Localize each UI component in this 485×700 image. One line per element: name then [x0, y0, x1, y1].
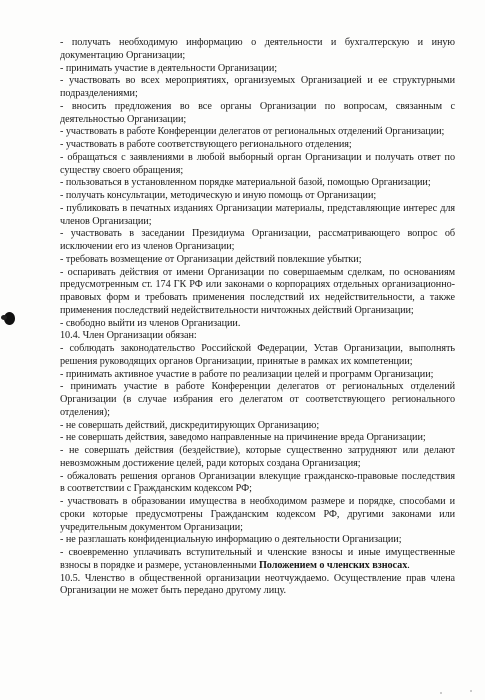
text-line — [60, 254, 455, 267]
text-line-content: 10.5. Членство в общественной организации неотчуждаемо. Осуществление прав члена — [60, 572, 455, 584]
text-line — [60, 241, 455, 254]
text-line-content: подразделениями; — [60, 88, 138, 99]
text-line — [60, 190, 455, 203]
text-line — [60, 75, 455, 88]
text-line-content: - не разглашать конфиденциальную информацию о деятельности Организации; — [60, 534, 402, 546]
text-line-content: правовых форм и требовать применения последствий их недействительности, а также — [60, 292, 455, 303]
text-line — [60, 496, 455, 509]
text-line — [60, 585, 455, 598]
text-line — [60, 279, 455, 292]
text-line-content: - обращаться с заявлениями в любой выборный орган Организации и получать ответ по — [60, 151, 455, 163]
text-line-content: решения руководящих органов Организации, принятые в рамках их компетенции; — [60, 355, 413, 367]
text-line-content: - пользоваться в установленном порядке материальной базой, помощью Организации; — [60, 177, 431, 189]
text-line-content: существу своего обращения; — [60, 164, 184, 176]
text-line — [60, 458, 455, 471]
text-line — [60, 330, 455, 343]
text-line-content: - участвовать в работе Конференции делегатов от региональных отделений Организации; — [60, 126, 445, 138]
text-line-content: Организации не может быть передано другому лицу. — [60, 585, 287, 597]
text-line-content: невозможным достижение целей, ради которых создана Организация; — [60, 457, 361, 469]
text-line — [60, 573, 455, 586]
text-line — [60, 126, 455, 139]
text-line-content: - своевременно уплачивать вступительный и членские взносы и иные имущественные — [60, 547, 455, 558]
text-line-content: - участвовать во всех мероприятиях, организуемых Организацией и ее структурными — [60, 75, 455, 87]
text-line-content: применения последствий недействительности ничтожных действий Организации; — [60, 304, 414, 316]
text-line — [60, 394, 455, 407]
text-line — [60, 216, 455, 229]
text-line — [60, 50, 455, 63]
text-line-content: документацию Организации; — [60, 49, 186, 61]
text-line — [60, 101, 455, 114]
bold-reference: Положением о членских взносах — [258, 559, 408, 571]
text-line-content: - свободно выйти из членов Организации. — [60, 317, 241, 329]
text-line-content: - участвовать в работе соответствующего регионального отделения; — [60, 139, 352, 150]
text-line-content: - оспаривать действия от имени Организации по совершаемым сделкам, по основаниям — [60, 266, 455, 278]
text-line — [60, 139, 455, 152]
text-line-content: - соблюдать законодательство Российской Федерации, Устав Организации, выполнять — [60, 343, 455, 354]
text-line-content: - участвовать в заседании Президиума Организации, рассматривающего вопрос об — [60, 228, 455, 240]
punch-hole-mark — [4, 312, 15, 325]
text-line-content: - не совершать действий, дискредитирующих Организацию; — [60, 419, 320, 431]
text-line-content: - участвовать в образовании имущества в необходимом размере и порядке, способами и — [60, 496, 455, 507]
text-line-content: - получать необходимую информацию о деятельности и бухгалтерскую и иную — [60, 37, 455, 48]
text-line — [60, 292, 455, 305]
text-line — [60, 471, 455, 484]
text-line-content: членов Организации; — [60, 215, 152, 227]
text-line — [60, 432, 455, 445]
text-line — [60, 420, 455, 433]
text-line-content: - принимать участие в деятельности Организации; — [60, 62, 278, 74]
text-line — [60, 114, 455, 127]
text-line-content: - получать консультации, методическую и иную помощь от Организации; — [60, 190, 377, 201]
text-line-content: - публиковать в печатных изданиях Организации материалы, представляющие интерес для — [60, 202, 455, 214]
text-line-content: - обжаловать решения органов Организации влекущие гражданско-правовые последствия — [60, 470, 455, 482]
text-line-content: исключении его из членов Организации; — [60, 241, 235, 252]
text-line-content: сроки которые предусмотрены Гражданским кодексом РФ, другими законами или — [60, 508, 455, 520]
text-line — [60, 177, 455, 190]
text-line — [60, 547, 455, 560]
text-line-content: учредительным документом Организации; — [60, 521, 243, 533]
text-line — [60, 522, 455, 535]
text-line-content: - принимать участие в работе Конференции делегатов от региональных отделений — [60, 381, 455, 393]
document-text — [60, 37, 455, 598]
text-line-content: взносы в порядке и размере, установленными — [60, 559, 257, 571]
line-tail: . — [407, 559, 410, 571]
text-line — [60, 305, 455, 318]
text-line — [60, 37, 455, 50]
text-line-content: - требовать возмещение от Организации действий повлекшие убытки; — [60, 253, 362, 265]
text-line — [60, 381, 455, 394]
scan-speck — [470, 690, 472, 692]
text-line-content: предусмотренным ст. 174 ГК РФ или законами о корпорациях отдельных организационно- — [60, 279, 455, 291]
text-line — [60, 88, 455, 101]
text-line-content: - принимать активное участие в работе по реализации целей и программ Организации; — [60, 368, 434, 380]
text-line-content: отделения); — [60, 406, 110, 418]
text-line — [60, 165, 455, 178]
text-line — [60, 152, 455, 165]
text-line — [60, 356, 455, 369]
text-line — [60, 534, 455, 547]
text-line-content: - не совершать действия (бездействие), которые существенно затрудняют или делают — [60, 445, 455, 456]
text-line — [60, 483, 455, 496]
text-line-content: в соответствии с Гражданским кодексом РФ; — [60, 483, 252, 495]
text-line — [60, 318, 455, 331]
text-line — [60, 509, 455, 522]
text-line-content: - вносить предложения во все органы Организации по вопросам, связанным с — [60, 100, 455, 112]
text-line — [60, 445, 455, 458]
text-line-content: деятельностью Организации; — [60, 113, 187, 125]
text-line — [60, 560, 455, 573]
text-line — [60, 203, 455, 216]
text-line-content: - не совершать действия, заведомо направленные на причинение вреда Организации; — [60, 432, 426, 444]
text-line — [60, 369, 455, 382]
text-line — [60, 343, 455, 356]
text-line — [60, 63, 455, 76]
scan-speck — [440, 692, 442, 694]
text-line — [60, 228, 455, 241]
text-line-content: 10.4. Член Организации обязан: — [60, 330, 197, 342]
text-line-content: Организации (в случае избрания его делегатом от соответствующего регионального — [60, 394, 455, 405]
text-line — [60, 267, 455, 280]
text-line — [60, 407, 455, 420]
